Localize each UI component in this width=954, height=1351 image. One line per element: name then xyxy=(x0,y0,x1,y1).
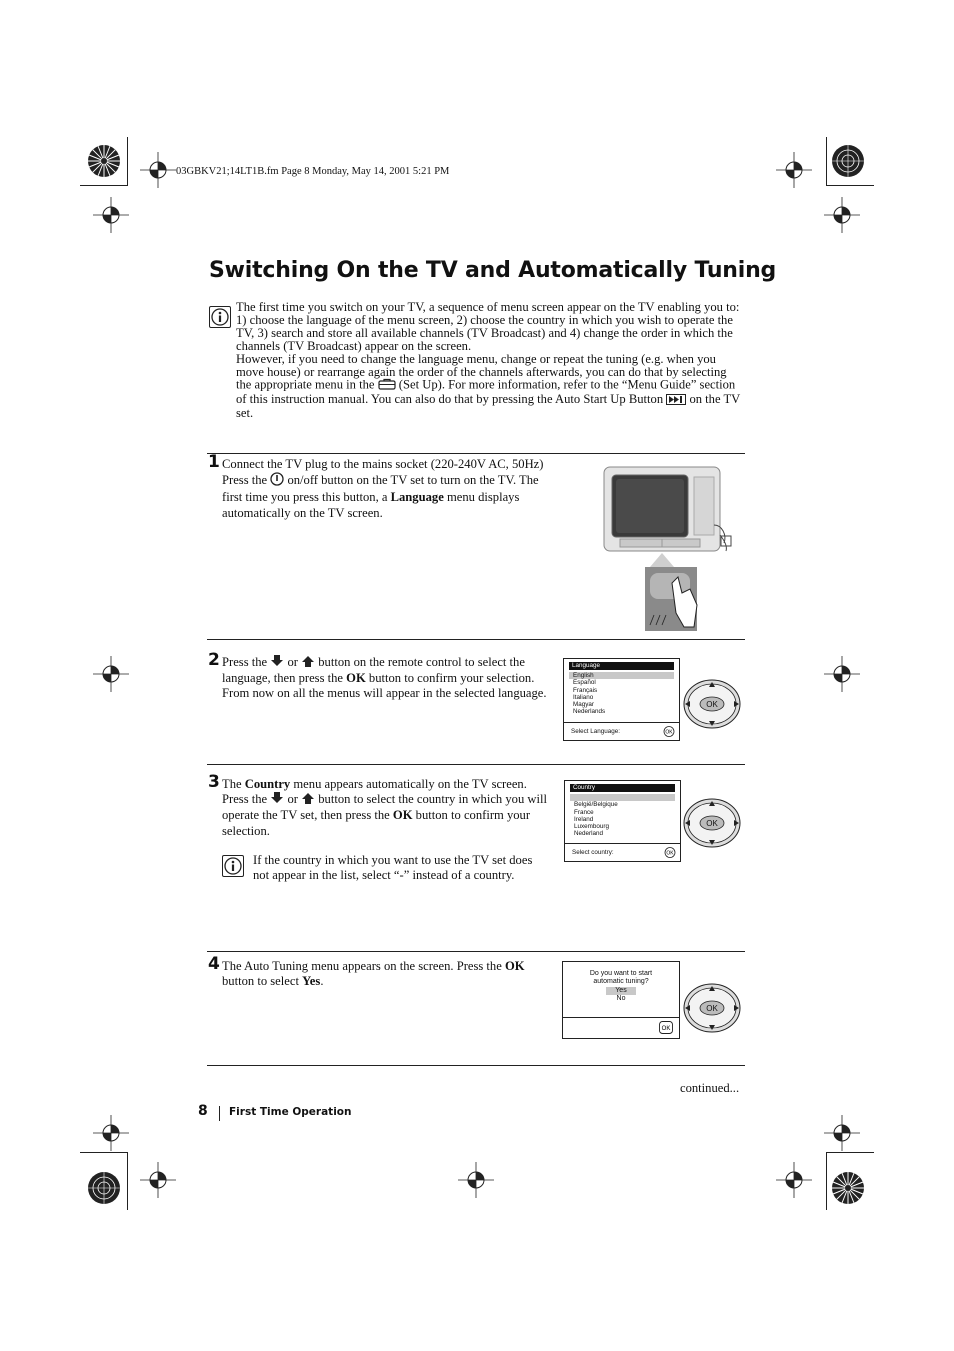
crosshair-mark xyxy=(824,197,860,233)
crosshair-mark xyxy=(824,1115,860,1151)
section-divider xyxy=(207,1065,745,1066)
country-list xyxy=(565,794,680,838)
footer-separator xyxy=(219,1106,220,1121)
svg-text:OK: OK xyxy=(661,1026,671,1032)
country-menu-screen xyxy=(564,780,681,862)
tuning-question: Do you want to start automatic tuning? xyxy=(589,970,653,985)
down-arrow-icon xyxy=(270,792,284,808)
crop-mark-sunburst-bottom-left xyxy=(86,1170,122,1206)
menu-item xyxy=(570,794,675,801)
up-arrow-icon xyxy=(301,655,315,671)
menu-item: Français xyxy=(573,686,598,694)
trim-line xyxy=(127,1152,128,1210)
menu-item: Luxembourg xyxy=(574,823,610,831)
up-arrow-icon xyxy=(301,792,315,808)
menu-item: Magyar xyxy=(573,701,594,709)
crosshair-mark xyxy=(140,152,176,188)
power-icon xyxy=(270,472,284,490)
crosshair-mark xyxy=(93,197,129,233)
remote-dpad-ok-icon xyxy=(682,982,742,1039)
down-arrow-icon xyxy=(270,655,284,671)
tuning-option-yes: Yes xyxy=(606,987,636,995)
menu-item: Ireland xyxy=(574,815,594,823)
section-divider xyxy=(207,764,745,765)
ok-selector-icon xyxy=(663,725,675,745)
crosshair-mark xyxy=(776,152,812,188)
svg-text:OK: OK xyxy=(666,850,674,857)
intro-text xyxy=(236,301,744,420)
trim-line xyxy=(826,1152,827,1210)
section-name: First Time Operation xyxy=(229,1106,352,1118)
crosshair-mark xyxy=(458,1162,494,1198)
trim-line xyxy=(127,137,128,185)
ok-button-icon xyxy=(659,1021,673,1041)
setup-toolbox-icon xyxy=(378,378,396,393)
menu-item: Nederland xyxy=(574,830,604,838)
file-header: 03GBKV21;14LT1B.fm Page 8 Monday, May 14, 2001 5:21 PM xyxy=(176,166,450,177)
step-number: 3 xyxy=(208,772,220,792)
crosshair-mark xyxy=(776,1162,812,1198)
intro-paragraph-2: However, if you need to change the language menu, change or repeat the tuning (e.g. when you move house) or rearrange again the order of the channels afterwards, you can do that by selecting the appropriate menu in the (Set Up). For more information, refer to the “Menu Guide” section of this instruction manual. You can also do that by pressing the Auto Start Up Button on the TV set. xyxy=(236,351,741,421)
section-divider xyxy=(207,453,745,454)
step-3-text: The Country menu appears automatically on the TV screen. Press the or button to select the country in which you will operate the TV set, then press the OK button to confirm your selection. xyxy=(222,777,547,838)
page-title: Switching On the TV and Automatically Tuning xyxy=(209,258,777,283)
menu-item: België/Belgique xyxy=(574,801,618,809)
step-4-text: The Auto Tuning menu appears on the screen. Press the OK button to select Yes. xyxy=(222,959,525,989)
crosshair-mark xyxy=(93,656,129,692)
menu-item: Español xyxy=(573,679,596,687)
menu-item: Nederlands xyxy=(573,708,606,716)
tv-set-illustration xyxy=(602,465,742,640)
step-1-text: Connect the TV plug to the mains socket (220-240V AC, 50Hz) Press the on/off button on the TV set to turn on the TV. The first time you press this button, a Language menu displays automatically on the TV screen. xyxy=(222,457,544,520)
language-menu-screen xyxy=(563,658,680,741)
crosshair-mark xyxy=(93,1115,129,1151)
step-number: 4 xyxy=(208,954,220,974)
crosshair-mark xyxy=(140,1162,176,1198)
country-menu-footer: Select country: OK xyxy=(565,843,680,861)
info-icon xyxy=(222,855,244,877)
continued-note: continued... xyxy=(680,1081,740,1095)
page-number: 8 xyxy=(198,1103,208,1119)
remote-dpad-ok-icon xyxy=(682,678,742,735)
ok-label: OK xyxy=(706,1004,718,1013)
trim-line xyxy=(80,1152,128,1153)
svg-text:OK: OK xyxy=(665,729,673,736)
crop-mark-sunburst-top-left xyxy=(86,143,122,179)
trim-line xyxy=(826,137,827,185)
language-menu-title: Language xyxy=(569,662,674,670)
country-note: If the country in which you want to use the TV set does not appear in the list, select “-” instead of a country. xyxy=(253,853,533,883)
step-2-text: Press the or button on the remote control to select the language, then press the OK button to confirm your selection. From now on all the menus will appear in the selected language. xyxy=(222,655,547,701)
tuning-option-no: No xyxy=(616,995,626,1002)
remote-dpad-ok-icon xyxy=(682,797,742,854)
menu-item: Italiano xyxy=(573,693,594,701)
intro-paragraph-1: The first time you switch on your TV, a sequence of menu screen appear on the TV enabling you to: 1) choose the language of the menu screen, 2) choose the country in which you wish to operate the TV, 3) search and store all available channels (TV Broadcast) and 4) change the order in which the channels (TV Broadcast) appear on the screen. xyxy=(236,300,740,353)
crop-mark-sunburst-bottom-right xyxy=(830,1170,866,1206)
step-number: 1 xyxy=(208,452,220,472)
language-menu-footer: Select Language: OK xyxy=(564,722,679,740)
section-divider xyxy=(207,951,745,952)
trim-line xyxy=(826,185,874,186)
ok-label: OK xyxy=(706,700,718,709)
auto-tuning-screen xyxy=(562,961,680,1039)
step-number: 2 xyxy=(208,650,220,670)
country-menu-title: Country xyxy=(570,784,675,792)
crosshair-mark xyxy=(824,656,860,692)
language-list xyxy=(564,672,679,716)
info-icon xyxy=(209,306,231,328)
crop-mark-sunburst-top-right xyxy=(830,143,866,179)
trim-line xyxy=(80,185,128,186)
ok-selector-icon xyxy=(664,846,676,866)
auto-start-button-icon xyxy=(666,394,686,408)
ok-label: OK xyxy=(706,819,718,828)
tuning-footer xyxy=(563,1017,679,1038)
trim-line xyxy=(826,1152,874,1153)
menu-item: English xyxy=(569,672,674,679)
menu-item: France xyxy=(574,808,594,816)
